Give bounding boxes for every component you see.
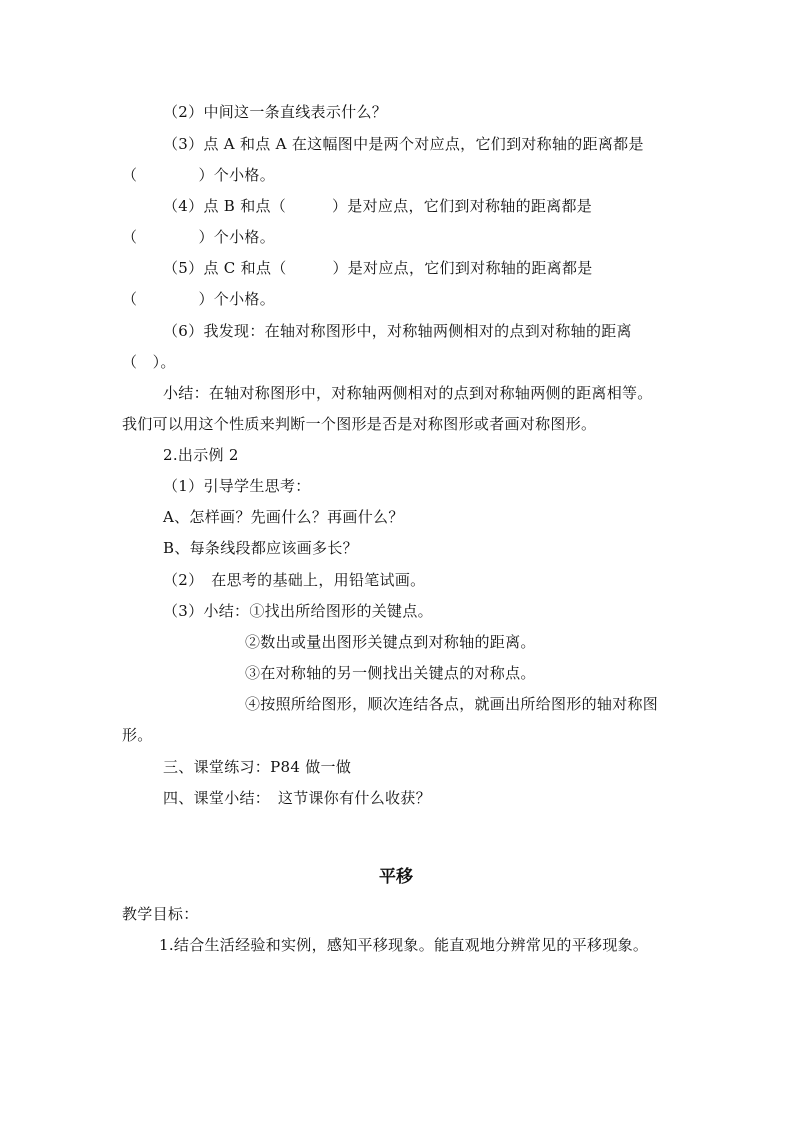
example-2-step-3-4-line2: 形。 [122,726,153,744]
section-practice: 三、课堂练习：P84 做一做 [163,758,352,776]
example-2-step-3-3: ③在对称轴的另一侧找出关键点的对称点。 [245,664,536,682]
section-wrapup: 四、课堂小结： 这节课你有什么收获？ [163,789,431,807]
summary-line1: 小结：在轴对称图形中，对称轴两侧相对的点到对称轴两侧的距离相等。 [163,384,653,402]
question-5-line2: （ ）个小格。 [122,290,276,308]
example-2-step-2: （2） 在思考的基础上，用铅笔试画。 [163,571,426,589]
objective-1: 1.结合生活经验和实例，感知平移现象。能直观地分辨常见的平移现象。 [159,936,649,954]
question-6-line2: （ ）。 [122,353,176,371]
question-3-line2: （ ）个小格。 [122,166,276,184]
question-3-line1: （3）点 A 和点 A 在这幅图中是两个对应点，它们到对称轴的距离都是 [163,135,644,153]
question-5-line1: （5）点 C 和点（ ）是对应点，它们到对称轴的距离都是 [163,259,593,277]
example-2-item-b: B、每条线段都应该画多长？ [163,539,358,557]
question-6-line1: （6）我发现：在轴对称图形中，对称轴两侧相对的点到对称轴的距离 [163,322,632,340]
question-4-line1: （4）点 B 和点（ ）是对应点，它们到对称轴的距离都是 [163,197,593,215]
example-2-heading: 2.出示例 2 [163,446,239,464]
example-2-step-3: （3）小结：①找出所给图形的关键点。 [163,602,433,620]
question-4-line2: （ ）个小格。 [122,228,276,246]
example-2-item-a: A、怎样画？先画什么？再画什么？ [163,508,404,526]
question-2: （2）中间这一条直线表示什么？ [163,103,388,121]
summary-line2: 我们可以用这个性质来判断一个图形是否是对称图形或者画对称图形。 [122,415,597,433]
lesson-title: 平移 [379,867,413,887]
example-2-guide: （1）引导学生思考： [163,477,311,495]
example-2-step-3-2: ②数出或量出图形关键点到对称轴的距离。 [245,633,536,651]
example-2-step-3-4-line1: ④按照所给图形，顺次连结各点，就画出所给图形的轴对称图 [245,695,659,713]
objectives-label: 教学目标： [122,905,199,923]
